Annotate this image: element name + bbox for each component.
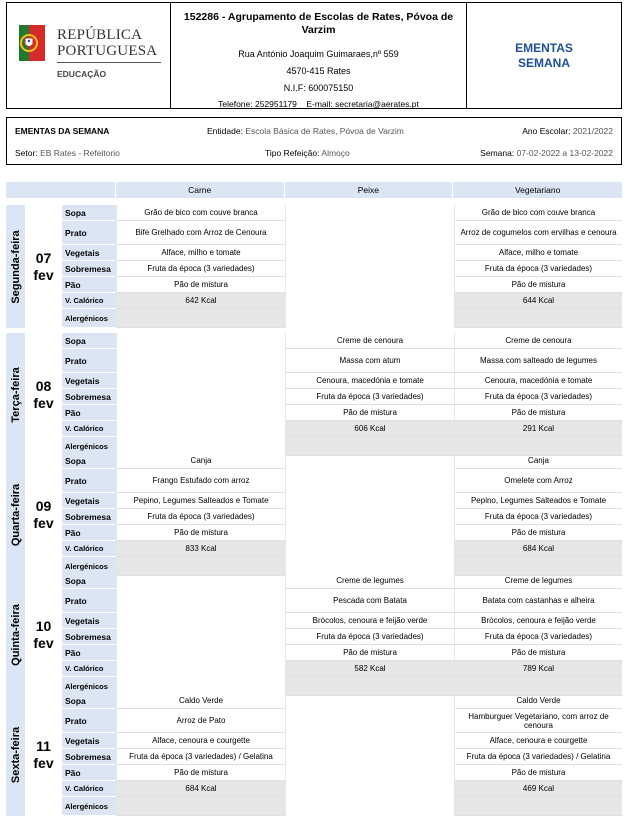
school-postal-code: 4570-415 Rates bbox=[286, 66, 351, 76]
weekday-text: Sexta-feira bbox=[9, 726, 22, 783]
menu-cell-peixe bbox=[285, 221, 454, 245]
day-date bbox=[25, 573, 62, 696]
menu-cell-carne bbox=[116, 373, 285, 389]
menu-cell-carne: Grão de bico com couve branca bbox=[116, 205, 285, 221]
logo-divider bbox=[57, 62, 161, 63]
menu-cell-carne bbox=[116, 645, 285, 661]
semana-field bbox=[480, 148, 613, 158]
row-label: V. Calórico bbox=[62, 541, 116, 557]
menu-cell-vegetariano: Canja bbox=[454, 453, 622, 469]
menu-cell-peixe bbox=[285, 261, 454, 277]
day-number: 10 bbox=[35, 617, 52, 634]
menu-cell-carne: Frango Estufado com arroz bbox=[116, 469, 285, 493]
menu-cell-vegetariano bbox=[454, 797, 622, 816]
menu-cell-vegetariano bbox=[454, 309, 622, 328]
menu-cell-carne bbox=[116, 797, 285, 816]
menu-cell-vegetariano: Fruta da época (3 variedades) bbox=[454, 389, 622, 405]
menu-cell-vegetariano: Caldo Verde bbox=[454, 693, 622, 709]
tipo-refeicao-field bbox=[265, 148, 350, 158]
row-label: Prato bbox=[62, 469, 116, 493]
row-label: V. Calórico bbox=[62, 661, 116, 677]
menu-cell-vegetariano: Fruta da época (3 variedades) / Gelatina bbox=[454, 749, 622, 765]
setor-value: EB Rates - Refeitorio bbox=[40, 148, 120, 158]
menu-cell-vegetariano: Pão de mistura bbox=[454, 405, 622, 421]
row-label: Alergénicos bbox=[62, 557, 116, 576]
menu-cell-vegetariano: 684 Kcal bbox=[454, 541, 622, 557]
menu-cell-carne: Fruta da época (3 variedades) bbox=[116, 509, 285, 525]
tipo-refeicao-label: Tipo Refeição: bbox=[265, 148, 320, 158]
logo-text-portuguesa: PORTUGUESA bbox=[57, 43, 158, 59]
menu-cell-vegetariano: Batata com castanhas e alheira bbox=[454, 589, 622, 613]
row-label: Sobremesa bbox=[62, 261, 116, 277]
menu-cell-peixe: Pão de mistura bbox=[285, 645, 454, 661]
menu-cell-carne: Canja bbox=[116, 453, 285, 469]
portugal-shield-icon bbox=[19, 25, 45, 61]
menu-cell-carne: Caldo Verde bbox=[116, 693, 285, 709]
menu-cell-vegetariano: Pepino, Legumes Salteados e Tomate bbox=[454, 493, 622, 509]
day-menu-grid bbox=[62, 453, 622, 576]
day-block bbox=[6, 693, 622, 816]
row-label: Prato bbox=[62, 589, 116, 613]
tipo-refeicao-value: Almoço bbox=[321, 148, 350, 158]
menu-cell-vegetariano: Pão de mistura bbox=[454, 645, 622, 661]
menu-cell-peixe bbox=[285, 765, 454, 781]
menu-cell-carne: Fruta da época (3 variedades) bbox=[116, 261, 285, 277]
day-number: 07 bbox=[35, 249, 52, 266]
weekday-text: Terça-feira bbox=[9, 366, 22, 423]
semana-label: Semana: bbox=[480, 148, 515, 158]
row-label: Sopa bbox=[62, 573, 116, 589]
setor-label: Setor: bbox=[15, 148, 38, 158]
row-label: Vegetais bbox=[62, 373, 116, 389]
day-block bbox=[6, 453, 622, 576]
school-contacts: Telefone: 252951179 E-mail: secretaria@aerates.pt bbox=[218, 99, 419, 109]
row-label: Sopa bbox=[62, 205, 116, 221]
menu-cell-peixe bbox=[285, 693, 454, 709]
menu-cell-carne: Alface, milho e tomate bbox=[116, 245, 285, 261]
menu-cell-vegetariano: 469 Kcal bbox=[454, 781, 622, 797]
ementas-heading: EMENTAS DA SEMANA bbox=[15, 126, 110, 136]
document-title: EMENTAS SEMANA bbox=[515, 40, 573, 70]
document-title-box bbox=[467, 3, 621, 108]
row-label: Vegetais bbox=[62, 493, 116, 509]
menu-column-headers bbox=[6, 182, 622, 198]
column-header-vegetariano: Vegetariano bbox=[453, 182, 622, 198]
row-label: Prato bbox=[62, 709, 116, 733]
row-label: Alergénicos bbox=[62, 677, 116, 696]
menu-cell-peixe bbox=[285, 749, 454, 765]
day-menu-grid bbox=[62, 205, 622, 328]
menu-cell-vegetariano: Cenoura, macedónia e tomate bbox=[454, 373, 622, 389]
row-label: Pão bbox=[62, 277, 116, 293]
menu-cell-peixe bbox=[285, 709, 454, 733]
menu-cell-peixe: Pão de mistura bbox=[285, 405, 454, 421]
weekday-label bbox=[6, 693, 25, 816]
school-address: Rua António Joaquim Guimaraes,nº 559 bbox=[238, 49, 399, 59]
menu-cell-vegetariano: 789 Kcal bbox=[454, 661, 622, 677]
row-label: Pão bbox=[62, 645, 116, 661]
ano-escolar-field bbox=[522, 126, 613, 136]
row-label: Vegetais bbox=[62, 613, 116, 629]
menu-cell-vegetariano: Hamburguer Vegetariano, com arroz de cenoura bbox=[454, 709, 622, 733]
row-label: Sopa bbox=[62, 333, 116, 349]
republic-logo bbox=[7, 3, 171, 108]
menu-cell-peixe bbox=[285, 525, 454, 541]
day-month: fev bbox=[33, 634, 54, 651]
menu-cell-carne: 642 Kcal bbox=[116, 293, 285, 309]
row-label: Sopa bbox=[62, 453, 116, 469]
row-label: Sobremesa bbox=[62, 509, 116, 525]
menu-cell-peixe bbox=[285, 277, 454, 293]
menu-cell-vegetariano: Pão de mistura bbox=[454, 277, 622, 293]
row-label: V. Calórico bbox=[62, 421, 116, 437]
menu-cell-carne bbox=[116, 309, 285, 328]
menu-cell-vegetariano: Fruta da época (3 variedades) bbox=[454, 629, 622, 645]
menu-cell-carne bbox=[116, 629, 285, 645]
row-label: Sobremesa bbox=[62, 629, 116, 645]
menu-cell-vegetariano: Pão de mistura bbox=[454, 525, 622, 541]
menu-cell-peixe bbox=[285, 245, 454, 261]
row-label: Pão bbox=[62, 405, 116, 421]
menu-cell-vegetariano: Brócolos, cenoura e feijão verde bbox=[454, 613, 622, 629]
menu-cell-peixe bbox=[285, 309, 454, 328]
day-month: fev bbox=[33, 266, 54, 283]
row-label: Sobremesa bbox=[62, 389, 116, 405]
menu-cell-vegetariano: Alface, cenoura e courgette bbox=[454, 733, 622, 749]
column-header-blank bbox=[6, 182, 116, 198]
menu-cell-carne bbox=[116, 405, 285, 421]
menu-cell-carne: Pão de mistura bbox=[116, 277, 285, 293]
menu-cell-carne: Pepino, Legumes Salteados e Tomate bbox=[116, 493, 285, 509]
menu-cell-vegetariano: Omelete com Arroz bbox=[454, 469, 622, 493]
menu-cell-carne: Fruta da época (3 variedades) / Gelatina bbox=[116, 749, 285, 765]
day-month: fev bbox=[33, 514, 54, 531]
menu-cell-carne: Arroz de Pato bbox=[116, 709, 285, 733]
day-date bbox=[25, 205, 62, 328]
menu-cell-peixe bbox=[285, 797, 454, 816]
row-label: Alergénicos bbox=[62, 797, 116, 816]
day-menu-grid bbox=[62, 693, 622, 816]
menu-cell-peixe bbox=[285, 493, 454, 509]
menu-cell-carne: Pão de mistura bbox=[116, 765, 285, 781]
day-number: 11 bbox=[36, 737, 51, 754]
menu-cell-carne bbox=[116, 573, 285, 589]
day-date bbox=[25, 693, 62, 816]
row-label: Prato bbox=[62, 221, 116, 245]
day-number: 08 bbox=[35, 377, 52, 394]
menu-cell-vegetariano: Massa com salteado de legumes bbox=[454, 349, 622, 373]
weekday-text: Segunda-feira bbox=[9, 229, 22, 304]
menu-cell-peixe: 606 Kcal bbox=[285, 421, 454, 437]
day-number: 09 bbox=[35, 497, 52, 514]
menu-cell-vegetariano: 644 Kcal bbox=[454, 293, 622, 309]
menu-cell-vegetariano: Grão de bico com couve branca bbox=[454, 205, 622, 221]
row-label: Vegetais bbox=[62, 733, 116, 749]
menu-cell-carne bbox=[116, 661, 285, 677]
menu-cell-carne: Alface, cenoura e courgette bbox=[116, 733, 285, 749]
day-date bbox=[25, 333, 62, 456]
menu-cell-vegetariano: Creme de cenoura bbox=[454, 333, 622, 349]
school-info bbox=[171, 3, 467, 108]
column-header-peixe: Peixe bbox=[285, 182, 454, 198]
menu-cell-peixe bbox=[285, 781, 454, 797]
menu-cell-peixe: Brócolos, cenoura e feijão verde bbox=[285, 613, 454, 629]
menu-cell-peixe bbox=[285, 293, 454, 309]
menu-cell-carne: Bife Grelhado com Arroz de Cenoura bbox=[116, 221, 285, 245]
ano-escolar-value: 2021/2022 bbox=[572, 126, 613, 136]
menu-cell-carne bbox=[116, 613, 285, 629]
weekday-text: Quarta-feira bbox=[9, 483, 22, 546]
menu-cell-carne: Pão de mistura bbox=[116, 525, 285, 541]
row-label: Alergénicos bbox=[62, 437, 116, 456]
menu-cell-carne bbox=[116, 421, 285, 437]
menu-cell-vegetariano: Arroz de cogumelos com ervilhas e cenoura bbox=[454, 221, 622, 245]
day-block bbox=[6, 573, 622, 696]
weekday-label bbox=[6, 573, 25, 696]
menu-cell-vegetariano: Fruta da época (3 variedades) bbox=[454, 509, 622, 525]
menu-cell-carne: 684 Kcal bbox=[116, 781, 285, 797]
entidade-label: Entidade: bbox=[207, 126, 243, 136]
row-label: Vegetais bbox=[62, 245, 116, 261]
menu-cell-carne bbox=[116, 589, 285, 613]
ano-escolar-label: Ano Escolar: bbox=[522, 126, 571, 136]
menu-cell-vegetariano: Creme de legumes bbox=[454, 573, 622, 589]
menu-cell-peixe: Fruta da época (3 variedades) bbox=[285, 629, 454, 645]
menu-cell-peixe bbox=[285, 733, 454, 749]
menu-cell-peixe: Pescada com Batata bbox=[285, 589, 454, 613]
entidade-field bbox=[207, 126, 404, 136]
day-date bbox=[25, 453, 62, 576]
weekday-label bbox=[6, 205, 25, 328]
school-nif: N.I.F: 600075150 bbox=[283, 83, 354, 93]
weekday-label bbox=[6, 333, 25, 456]
menu-cell-peixe bbox=[285, 205, 454, 221]
row-label: Sobremesa bbox=[62, 749, 116, 765]
day-month: fev bbox=[33, 394, 54, 411]
menu-cell-carne bbox=[116, 349, 285, 373]
logo-text-republica: REPÚBLICA bbox=[57, 27, 143, 43]
entidade-value: Escola Básica de Rates, Póvoa de Varzim bbox=[245, 126, 404, 136]
menu-cell-peixe bbox=[285, 509, 454, 525]
day-menu-grid bbox=[62, 573, 622, 696]
menu-cell-carne: 833 Kcal bbox=[116, 541, 285, 557]
logo-text-educacao: EDUCAÇÃO bbox=[57, 69, 107, 79]
menu-cell-carne bbox=[116, 333, 285, 349]
menu-cell-vegetariano: Pão de mistura bbox=[454, 765, 622, 781]
menu-cell-carne bbox=[116, 389, 285, 405]
menu-cell-peixe: Massa com atum bbox=[285, 349, 454, 373]
menu-cell-peixe: Fruta da época (3 variedades) bbox=[285, 389, 454, 405]
day-menu-grid bbox=[62, 333, 622, 456]
weekday-text: Quinta-feira bbox=[9, 603, 22, 666]
menu-cell-vegetariano: 291 Kcal bbox=[454, 421, 622, 437]
row-label: V. Calórico bbox=[62, 781, 116, 797]
menu-cell-vegetariano: Fruta da época (3 variedades) bbox=[454, 261, 622, 277]
day-month: fev bbox=[33, 754, 54, 771]
menu-cell-peixe bbox=[285, 541, 454, 557]
menu-cell-peixe bbox=[285, 453, 454, 469]
menu-cell-peixe: Creme de legumes bbox=[285, 573, 454, 589]
day-block bbox=[6, 333, 622, 456]
menu-cell-peixe bbox=[285, 469, 454, 493]
school-name: 152286 - Agrupamento de Escolas de Rates, Póvoa de Varzim bbox=[183, 11, 454, 36]
row-label: Pão bbox=[62, 765, 116, 781]
row-label: Pão bbox=[62, 525, 116, 541]
semana-value: 07-02-2022 a 13-02-2022 bbox=[516, 148, 613, 158]
document-header bbox=[6, 2, 622, 109]
weekday-label bbox=[6, 453, 25, 576]
row-label: Sopa bbox=[62, 693, 116, 709]
menu-cell-peixe: 582 Kcal bbox=[285, 661, 454, 677]
row-label: V. Calórico bbox=[62, 293, 116, 309]
menu-cell-peixe: Cenoura, macedónia e tomate bbox=[285, 373, 454, 389]
column-header-carne: Carne bbox=[116, 182, 285, 198]
day-block bbox=[6, 205, 622, 328]
menu-cell-peixe: Creme de cenoura bbox=[285, 333, 454, 349]
setor-field bbox=[15, 148, 120, 158]
row-label: Prato bbox=[62, 349, 116, 373]
menu-info-bar bbox=[6, 117, 622, 165]
menu-cell-vegetariano: Alface, milho e tomate bbox=[454, 245, 622, 261]
row-label: Alergénicos bbox=[62, 309, 116, 328]
